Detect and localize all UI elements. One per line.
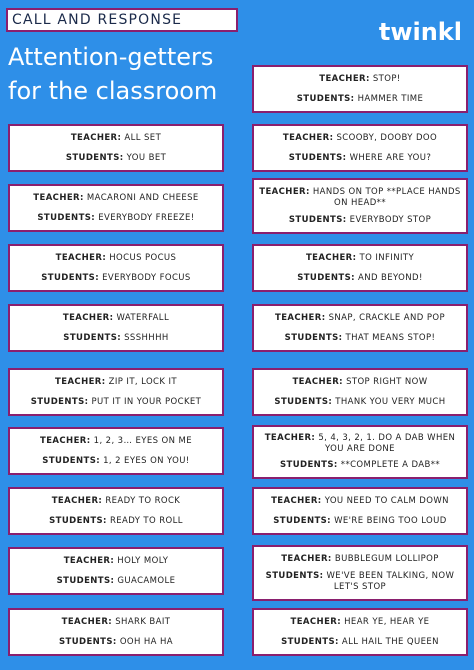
- students-line: STUDENTS: HAMMER TIME: [296, 93, 424, 104]
- teacher-line: TEACHER: SNAP, CRACKLE AND POP: [275, 312, 445, 323]
- call-response-card: [252, 425, 468, 479]
- page-title: [8, 40, 217, 108]
- call-response-card: [8, 427, 224, 475]
- title-line-1: Attention-getters: [8, 43, 214, 71]
- students-line: STUDENTS: THANK YOU VERY MUCH: [274, 396, 446, 407]
- students-line: STUDENTS: SSSHHHH: [63, 332, 169, 343]
- students-line: STUDENTS: EVERYBODY FREEZE!: [37, 212, 195, 223]
- students-line: STUDENTS: WE'RE BEING TOO LOUD: [273, 515, 447, 526]
- call-response-card: [8, 244, 224, 292]
- students-line: STUDENTS: 1, 2 EYES ON YOU!: [42, 455, 190, 466]
- call-response-card: [252, 178, 468, 234]
- twinkl-logo: twinkl: [378, 18, 462, 46]
- students-line: STUDENTS: WHERE ARE YOU?: [288, 152, 432, 163]
- header-tag: CALL AND RESPONSE: [6, 8, 238, 32]
- call-response-card: [252, 487, 468, 535]
- teacher-line: TEACHER: BUBBLEGUM LOLLIPOP: [281, 553, 439, 564]
- teacher-line: TEACHER: ZIP IT, LOCK IT: [55, 376, 177, 387]
- students-line: STUDENTS: YOU BET: [65, 152, 167, 163]
- teacher-line: TEACHER: SHARK BAIT: [61, 616, 171, 627]
- students-line: STUDENTS: OOH HA HA: [58, 636, 174, 647]
- students-line: STUDENTS: READY TO ROLL: [49, 515, 183, 526]
- teacher-line: TEACHER: HEAR YE, HEAR YE: [290, 616, 430, 627]
- teacher-line: TEACHER: YOU NEED TO CALM DOWN: [271, 495, 449, 506]
- call-response-card: [8, 124, 224, 172]
- students-line: STUDENTS: EVERYBODY FOCUS: [41, 272, 191, 283]
- call-response-card: [252, 244, 468, 292]
- call-response-card: [252, 368, 468, 416]
- call-response-card: [252, 124, 468, 172]
- call-response-card: [8, 547, 224, 595]
- students-line: STUDENTS: PUT IT IN YOUR POCKET: [30, 396, 202, 407]
- teacher-line: TEACHER: HOLY MOLY: [63, 555, 169, 566]
- teacher-line: TEACHER: READY TO ROCK: [51, 495, 181, 506]
- call-response-card: [252, 545, 468, 601]
- students-line: STUDENTS: **COMPLETE A DAB**: [279, 460, 441, 470]
- call-response-card: [252, 608, 468, 656]
- call-response-card: [252, 304, 468, 352]
- teacher-line: TEACHER: TO INFINITY: [305, 252, 415, 263]
- teacher-line: TEACHER: HANDS ON TOP **PLACE HANDS ON HEAD**: [259, 186, 461, 208]
- students-line: STUDENTS: THAT MEANS STOP!: [284, 332, 436, 343]
- teacher-line: TEACHER: ALL SET: [70, 132, 162, 143]
- teacher-line: TEACHER: MACARONI AND CHEESE: [33, 192, 199, 203]
- students-line: STUDENTS: ALL HAIL THE QUEEN: [281, 636, 439, 647]
- teacher-line: TEACHER: 5, 4, 3, 2, 1. DO A DAB WHEN YOU ARE DONE: [264, 433, 456, 454]
- teacher-line: TEACHER: WATERFALL: [62, 312, 170, 323]
- teacher-line: TEACHER: SCOOBY, DOOBY DOO: [282, 132, 438, 143]
- students-line: STUDENTS: WE'VE BEEN TALKING, NOW LET'S STOP: [265, 570, 455, 592]
- call-response-card: [252, 65, 468, 113]
- teacher-line: TEACHER: 1, 2, 3… EYES ON ME: [40, 435, 192, 446]
- students-line: STUDENTS: AND BEYOND!: [297, 272, 423, 283]
- teacher-line: TEACHER: STOP!: [319, 73, 401, 84]
- teacher-line: TEACHER: STOP RIGHT NOW: [292, 376, 428, 387]
- title-line-2: for the classroom: [8, 77, 218, 105]
- students-line: STUDENTS: GUACAMOLE: [56, 575, 176, 586]
- teacher-line: TEACHER: HOCUS POCUS: [55, 252, 177, 263]
- call-response-card: [8, 608, 224, 656]
- call-response-card: [8, 304, 224, 352]
- call-response-card: [8, 368, 224, 416]
- call-response-card: [8, 184, 224, 232]
- students-line: STUDENTS: EVERYBODY STOP: [288, 214, 432, 225]
- call-response-card: [8, 487, 224, 535]
